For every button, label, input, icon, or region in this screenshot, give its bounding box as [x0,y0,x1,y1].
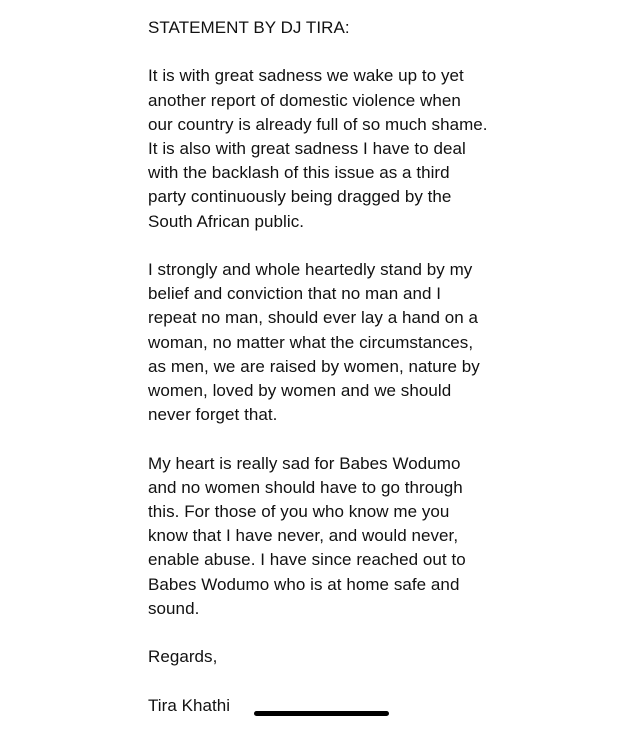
paragraph-3 [148,452,618,621]
paragraph-line: sound. [148,598,200,618]
closing-regards: Regards, [148,647,218,667]
paragraph-line: party continuously being dragged by the [148,187,452,207]
paragraph-1 [148,64,618,233]
paragraph-line: I strongly and whole heartedly stand by my [148,260,473,279]
paragraph-2 [148,258,618,427]
paragraph-line: this. For those of you who know me you [148,502,450,522]
paragraph-line: women, loved by women and we should [148,381,452,401]
paragraph-line: woman, no matter what the circumstances, [148,332,474,352]
paragraph-line: It is also with great sadness I have to deal [148,139,466,158]
signature-name: Tira Khathi [148,695,231,715]
paragraph-line: our country is already full of so much shame. [148,114,488,134]
home-indicator-bar[interactable] [254,711,389,716]
paragraph-line: My heart is really sad for Babes Wodumo [148,453,461,473]
paragraph-line: enable abuse. I have since reached out to [148,550,466,570]
paragraph-line: know that I have never, and would never, [148,526,459,546]
paragraph-line: South African public. [148,211,305,231]
paragraph-line: another report of domestic violence when [148,90,461,110]
paragraph-line: repeat no man, should ever lay a hand on a [148,308,479,328]
statement-title: STATEMENT BY DJ TIRA: [148,18,350,37]
paragraph-line: and no women should have to go through [148,477,463,497]
paragraph-line: with the backlash of this issue as a third [148,163,450,183]
paragraph-line: It is with great sadness we wake up to yet [148,66,464,86]
paragraph-line: never forget that. [148,405,278,425]
paragraph-line: as men, we are raised by women, nature by [148,356,480,376]
statement-document [148,16,618,718]
paragraph-line: Babes Wodumo who is at home safe and [148,574,460,594]
paragraph-line: belief and conviction that no man and I [148,284,442,304]
